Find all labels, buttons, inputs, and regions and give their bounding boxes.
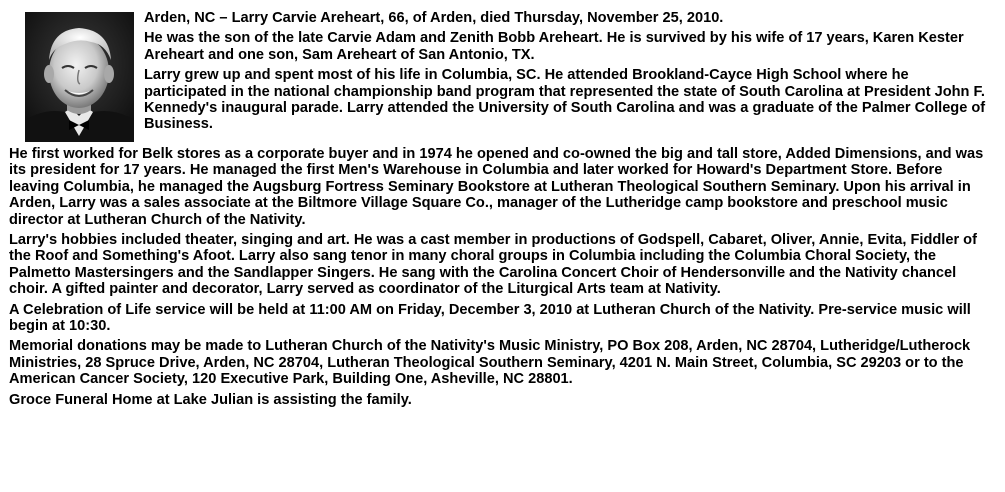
obituary-paragraph-family: He was the son of the late Carvie Adam and Zenith Bobb Areheart. He is survived by his wife of 17 years, Karen Kester Areheart and one son, Sam Areheart of San Antonio, TX. xyxy=(144,30,964,63)
obituary-article xyxy=(9,10,994,412)
obituary-paragraph-service: A Celebration of Life service will be held at 11:00 AM on Friday, December 3, 2010 at Lutheran Church of the Nativity. Pre-service music will begin at 10:30. xyxy=(9,301,971,335)
obituary-paragraph-early-life: Larry grew up and spent most of his life in Columbia, SC. He attended Brookland-Cayce High School where he participated in the national championship band program that represented the state of South Carolina at President John F. Kennedy's inaugural parade. Larry attended the University of South Carolina and was a graduate of the Palmer College of Business. xyxy=(144,67,986,133)
obituary-paragraph-hobbies: Larry's hobbies included theater, singing and art. He was a cast member in productions of Godspell, Cabaret, Oliver, Annie, Evita, Fiddler of the Roof and Something's Afoot. Larry also sang tenor in many choral groups in Columbia including the Columbia Choral Society, the Palmetto Mastersingers and the Sandlapper Singers. He sang with the Carolina Concert Choir of Hendersonville and the Nativity chancel choir. A gifted painter and decorator, Larry served as coordinator of the Liturgical Arts team at Nativity. xyxy=(9,232,977,298)
obituary-paragraph-intro: Arden, NC – Larry Carvie Areheart, 66, of Arden, died Thursday, November 25, 2010. xyxy=(144,10,724,26)
portrait-image xyxy=(25,12,134,142)
obituary-paragraph-career: He first worked for Belk stores as a corporate buyer and in 1974 he opened and co-owned the big and tall store, Added Dimensions, and was its president for 17 years. He managed the first Men's Warehouse in Columbia and later worked for Howard's Department Store. Before leaving Columbia, he managed the Augsburg Fortress Seminary Bookstore at Lutheran Theological Southern Seminary. Upon his arrival in Arden, Larry was a sales associate at the Biltmore Village Square Co., manager of the Lutheridge camp bookstore and preschool music director at Lutheran Church of the Nativity. xyxy=(9,146,984,228)
portrait-photo xyxy=(25,12,134,142)
obituary-paragraph-memorials: Memorial donations may be made to Lutheran Church of the Nativity's Music Ministry, PO Box 208, Arden, NC 28704, Lutheridge/Lutherock Ministries, 28 Spruce Drive, Arden, NC 28704, Lutheran Theological Southern Seminary, 4201 N. Main Street, Columbia, SC 29203 or to the American Cancer Society, 120 Executive Park, Building One, Asheville, NC 28801. xyxy=(9,338,971,388)
obituary-paragraph-funeral-home: Groce Funeral Home at Lake Julian is assisting the family. xyxy=(9,391,412,408)
